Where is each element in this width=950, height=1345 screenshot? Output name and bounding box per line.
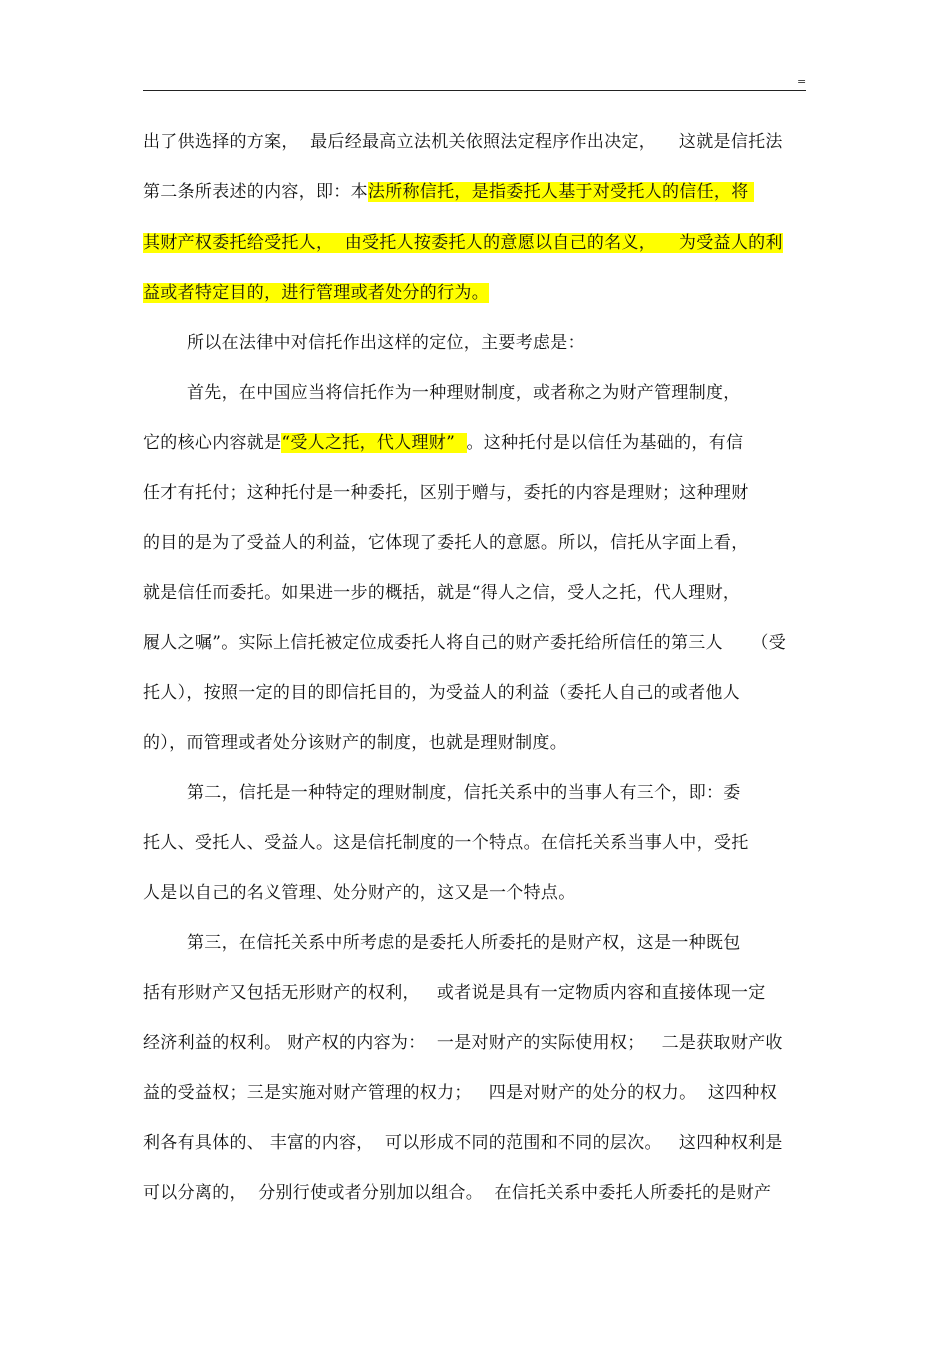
text-line <box>143 882 576 904</box>
text-run: 的目的是为了受益人的利益，它体现了委托人的意愿。所以，信托从字面上看， <box>143 533 749 553</box>
text-run: 出了供选择的方案， 最后经最高立法机关依照法定程序作出决定， 这就是信托法 <box>143 132 783 152</box>
text-line <box>143 1132 783 1154</box>
text-line <box>187 782 741 804</box>
text-run: 。这种托付是以信任为基础的，有信 <box>466 433 744 453</box>
text-run: 任才有托付；这种托付是一种委托，区别于赠与，委托的内容是理财；这种理财 <box>143 483 749 503</box>
text-run: 人是以自己的名义管理、处分财产的，这又是一个特点。 <box>143 883 576 903</box>
text-line <box>143 532 749 554</box>
text-run: 履人之嘱”。实际上信托被定位成委托人将自己的财产委托给所信任的第三人 （受 <box>143 633 787 653</box>
page-mark: = <box>797 75 807 88</box>
text-line <box>143 1182 771 1204</box>
text-run: 首先，在中国应当将信托作为一种理财制度，或者称之为财产管理制度， <box>187 383 741 403</box>
text-run: 第二，信托是一种特定的理财制度，信托关系中的当事人有三个，即：委 <box>187 783 741 803</box>
header-rule <box>143 90 806 91</box>
text-run: 就是信任而委托。如果进一步的概括，就是“得人之信，受人之托，代人理财， <box>143 583 741 603</box>
text-run: 所以在法律中对信托作出这样的定位，主要考虑是： <box>187 333 585 353</box>
text-line <box>143 832 749 854</box>
text-run: 的），而管理或者处分该财产的制度，也就是理财制度。 <box>143 733 567 753</box>
text-run: 第二条所表述的内容，即：本 <box>143 182 368 202</box>
highlighted-text: “受人之托，代人理财” <box>281 433 467 453</box>
text-run: 括有形财产又包括无形财产的权利， 或者说是具有一定物质内容和直接体现一定 <box>143 983 766 1003</box>
highlighted-text: 其财产权委托给受托人， 由受托人按委托人的意愿以自己的名义， 为受益人的利 <box>143 233 783 253</box>
text-line <box>143 1082 777 1104</box>
text-line <box>187 382 741 404</box>
text-line <box>143 181 754 203</box>
text-line <box>143 732 567 754</box>
text-line <box>143 982 766 1004</box>
text-run: 利各有具体的、 丰富的内容， 可以形成不同的范围和不同的层次。 这四种权利是 <box>143 1133 783 1153</box>
highlighted-text: 法所称信托，是指委托人基于对受托人的信任，将 <box>367 182 755 202</box>
text-line <box>143 432 743 454</box>
text-run: 可以分离的， 分别行使或者分别加以组合。 在信托关系中委托人所委托的是财产 <box>143 1183 772 1203</box>
text-run: 托人、受托人、受益人。这是信托制度的一个特点。在信托关系当事人中，受托 <box>143 833 749 853</box>
text-line <box>143 582 740 604</box>
text-run: 益的受益权；三是实施对财产管理的权力； 四是对财产的处分的权力。 这四种权 <box>143 1083 778 1103</box>
text-line <box>143 682 740 704</box>
text-line <box>143 131 783 153</box>
text-line <box>143 282 489 304</box>
text-run: 第三，在信托关系中所考虑的是委托人所委托的是财产权，这是一种既包 <box>187 933 741 953</box>
text-run: 托人），按照一定的目的即信托目的，为受益人的利益（委托人自己的或者他人 <box>143 683 740 703</box>
text-line <box>143 1032 783 1054</box>
text-run: 经济利益的权利。 财产权的内容为： 一是对财产的实际使用权； 二是获取财产收 <box>143 1033 783 1053</box>
text-line <box>143 632 786 654</box>
text-line <box>143 482 749 504</box>
text-line <box>143 232 783 254</box>
highlighted-text: 益或者特定目的，进行管理或者处分的行为。 <box>143 283 489 303</box>
text-run: 它的核心内容就是 <box>143 433 282 453</box>
text-line <box>187 932 741 954</box>
text-line <box>187 332 585 354</box>
